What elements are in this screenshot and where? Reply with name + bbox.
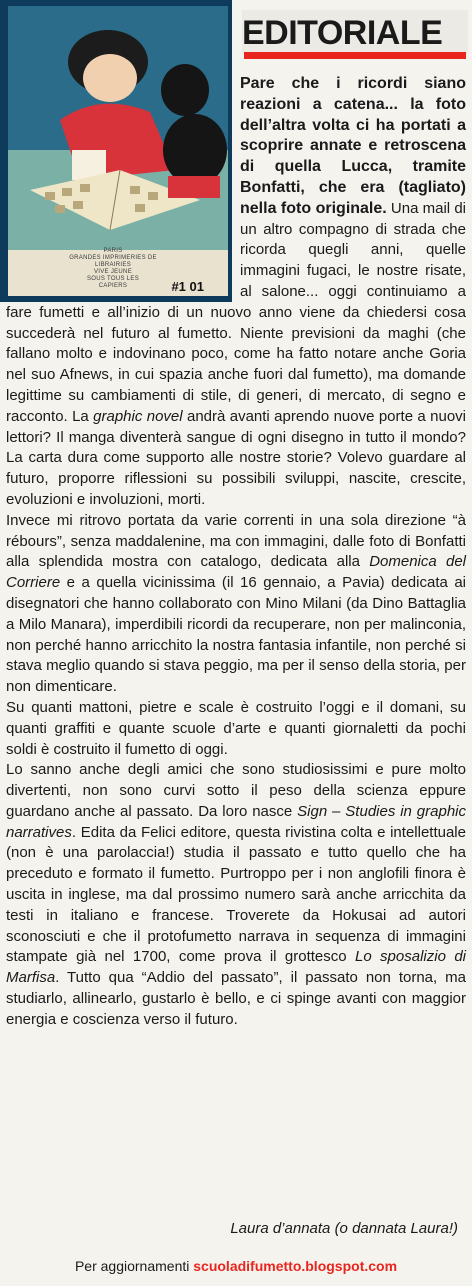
graphic-novel-term: graphic novel (93, 407, 183, 425)
domenica-title: Domenica del Corriere (6, 553, 466, 592)
paragraph-2-end: e a quella vicinissima (il 16 gennaio, a Pavia) dedicata ai disegnatori che hanno collaborato con Mino Milani (da Dino Battaglia a Milo Manara), imperdibili ricordi da recuperare, non per malinconia, non perché hanno arricchito la nostra fantasia infantile, non perché si stava meglio quando si stava peggio, ma per il senso della storia, per non dimenticare. (6, 574, 466, 696)
marfisa-title: Lo sposalizio di Marfisa (6, 948, 466, 987)
article-body (6, 74, 466, 1031)
paragraph-1-end: andrà avanti aprendo nuove porte a nuovi lettori? Il manga diventerà sangue di ogni disegno in tutto il mondo? La carta dura come supporto alle nostre storie? Volevo guardare al futuro, proporre riflessioni su possibili sviluppi, nascite, crescite, evoluzioni e involuzioni, morti. (6, 407, 467, 508)
editorial-header (242, 8, 468, 60)
paragraph-4 (6, 760, 466, 1030)
paragraph-4-middle: . Edita da Felici editore, questa rivistina colta e intellettuale (non è una parolaccia!) studia il passato e tutto quello che ha preceduto e formato il fumetto. Purtroppo per i non anglofili finora è uscita in inglese, ma dal prossimo numero sarà anche arricchita da testi in italiano e francese. Troverete da Hokusai ad autori sconosciuti e che il protofumetto narrava in sequenza di immagini stampate già nel 1700, come prova il grottesco (6, 823, 466, 966)
paragraph-3 (6, 698, 466, 760)
paragraph-4-end: . Tutto qua “Addio del passato”, il passato non torna, ma studiarlo, allinearlo, gustarlo è bello, e ci spinge avanti con maggior energia e coscienza verso il futuro. (6, 969, 466, 1028)
paragraph-2 (6, 511, 466, 698)
sign-title: Sign – Studies in graphic narratives (6, 802, 466, 841)
paragraph-1-text: Una mail di un altro compagno di strada che ricorda quegli anni, quelle immagini fugaci, le nostre risate, al salone... oggi continuiamo a fare fumetti e all’inizio di un nuovo anno viene da chiedersi cosa succederà nel futuro al fumetto. Niente previsioni da maghi (che fallano molto e indovinano poco, come ha fatto notare anche Goria nel suo Afnews, in cui spazia anche fuori dal fumetto), ma domande legittime su cambiamenti di stile, di generi, di mercato, di segno e racconto. La (6, 199, 466, 425)
cover-spacer (6, 74, 240, 302)
paragraph-3-text: Su quanti mattoni, pietre e scale è costruito l’oggi e il domani, su quanti graffiti e quante scuole d’arte e quanti giornaletti da pochi soldi è costruito il fumetto di oggi. (6, 698, 466, 758)
page-title: EDITORIALE (242, 14, 443, 52)
header-underline (244, 52, 466, 59)
paragraph-4-text: Lo sanno anche degli amici che sono studiosissimi e pure molto divertenti, non sono curvi sotto il peso della scienza eppure guardano anche al passato. Da loro nasce (6, 761, 466, 820)
cover-issue-number: #1 01 (171, 279, 204, 294)
cover-caption: PARIS GRANDES IMPRIMERIES DE LIBRAIRIES VIVE JEUNE SOUS TOUS LES CAPIERS (69, 248, 157, 289)
paragraph-2-text: Invece mi ritrovo portata da varie correnti in una sola direzione “à rébours”, senza maddalenine, ma con immagini, dalle foto di Bonfatti alla splendida mostra con catalogo, dedicata alla (6, 511, 466, 571)
footer-prefix: Per aggiornamenti (74, 1258, 194, 1274)
lead-text: Pare che i ricordi siano reazioni a catena... la foto dell’altra volta ci ha portati a scoprire annate e retroscena di quella Lucca, tramite Bonfatti, che era (tagliato) nella foto originale. (240, 75, 466, 217)
signature: Laura d’annata (o dannata Laura!) (230, 1220, 458, 1237)
footer (0, 1258, 472, 1274)
blog-link[interactable]: scuoladifumetto.blogspot.com (193, 1258, 398, 1274)
